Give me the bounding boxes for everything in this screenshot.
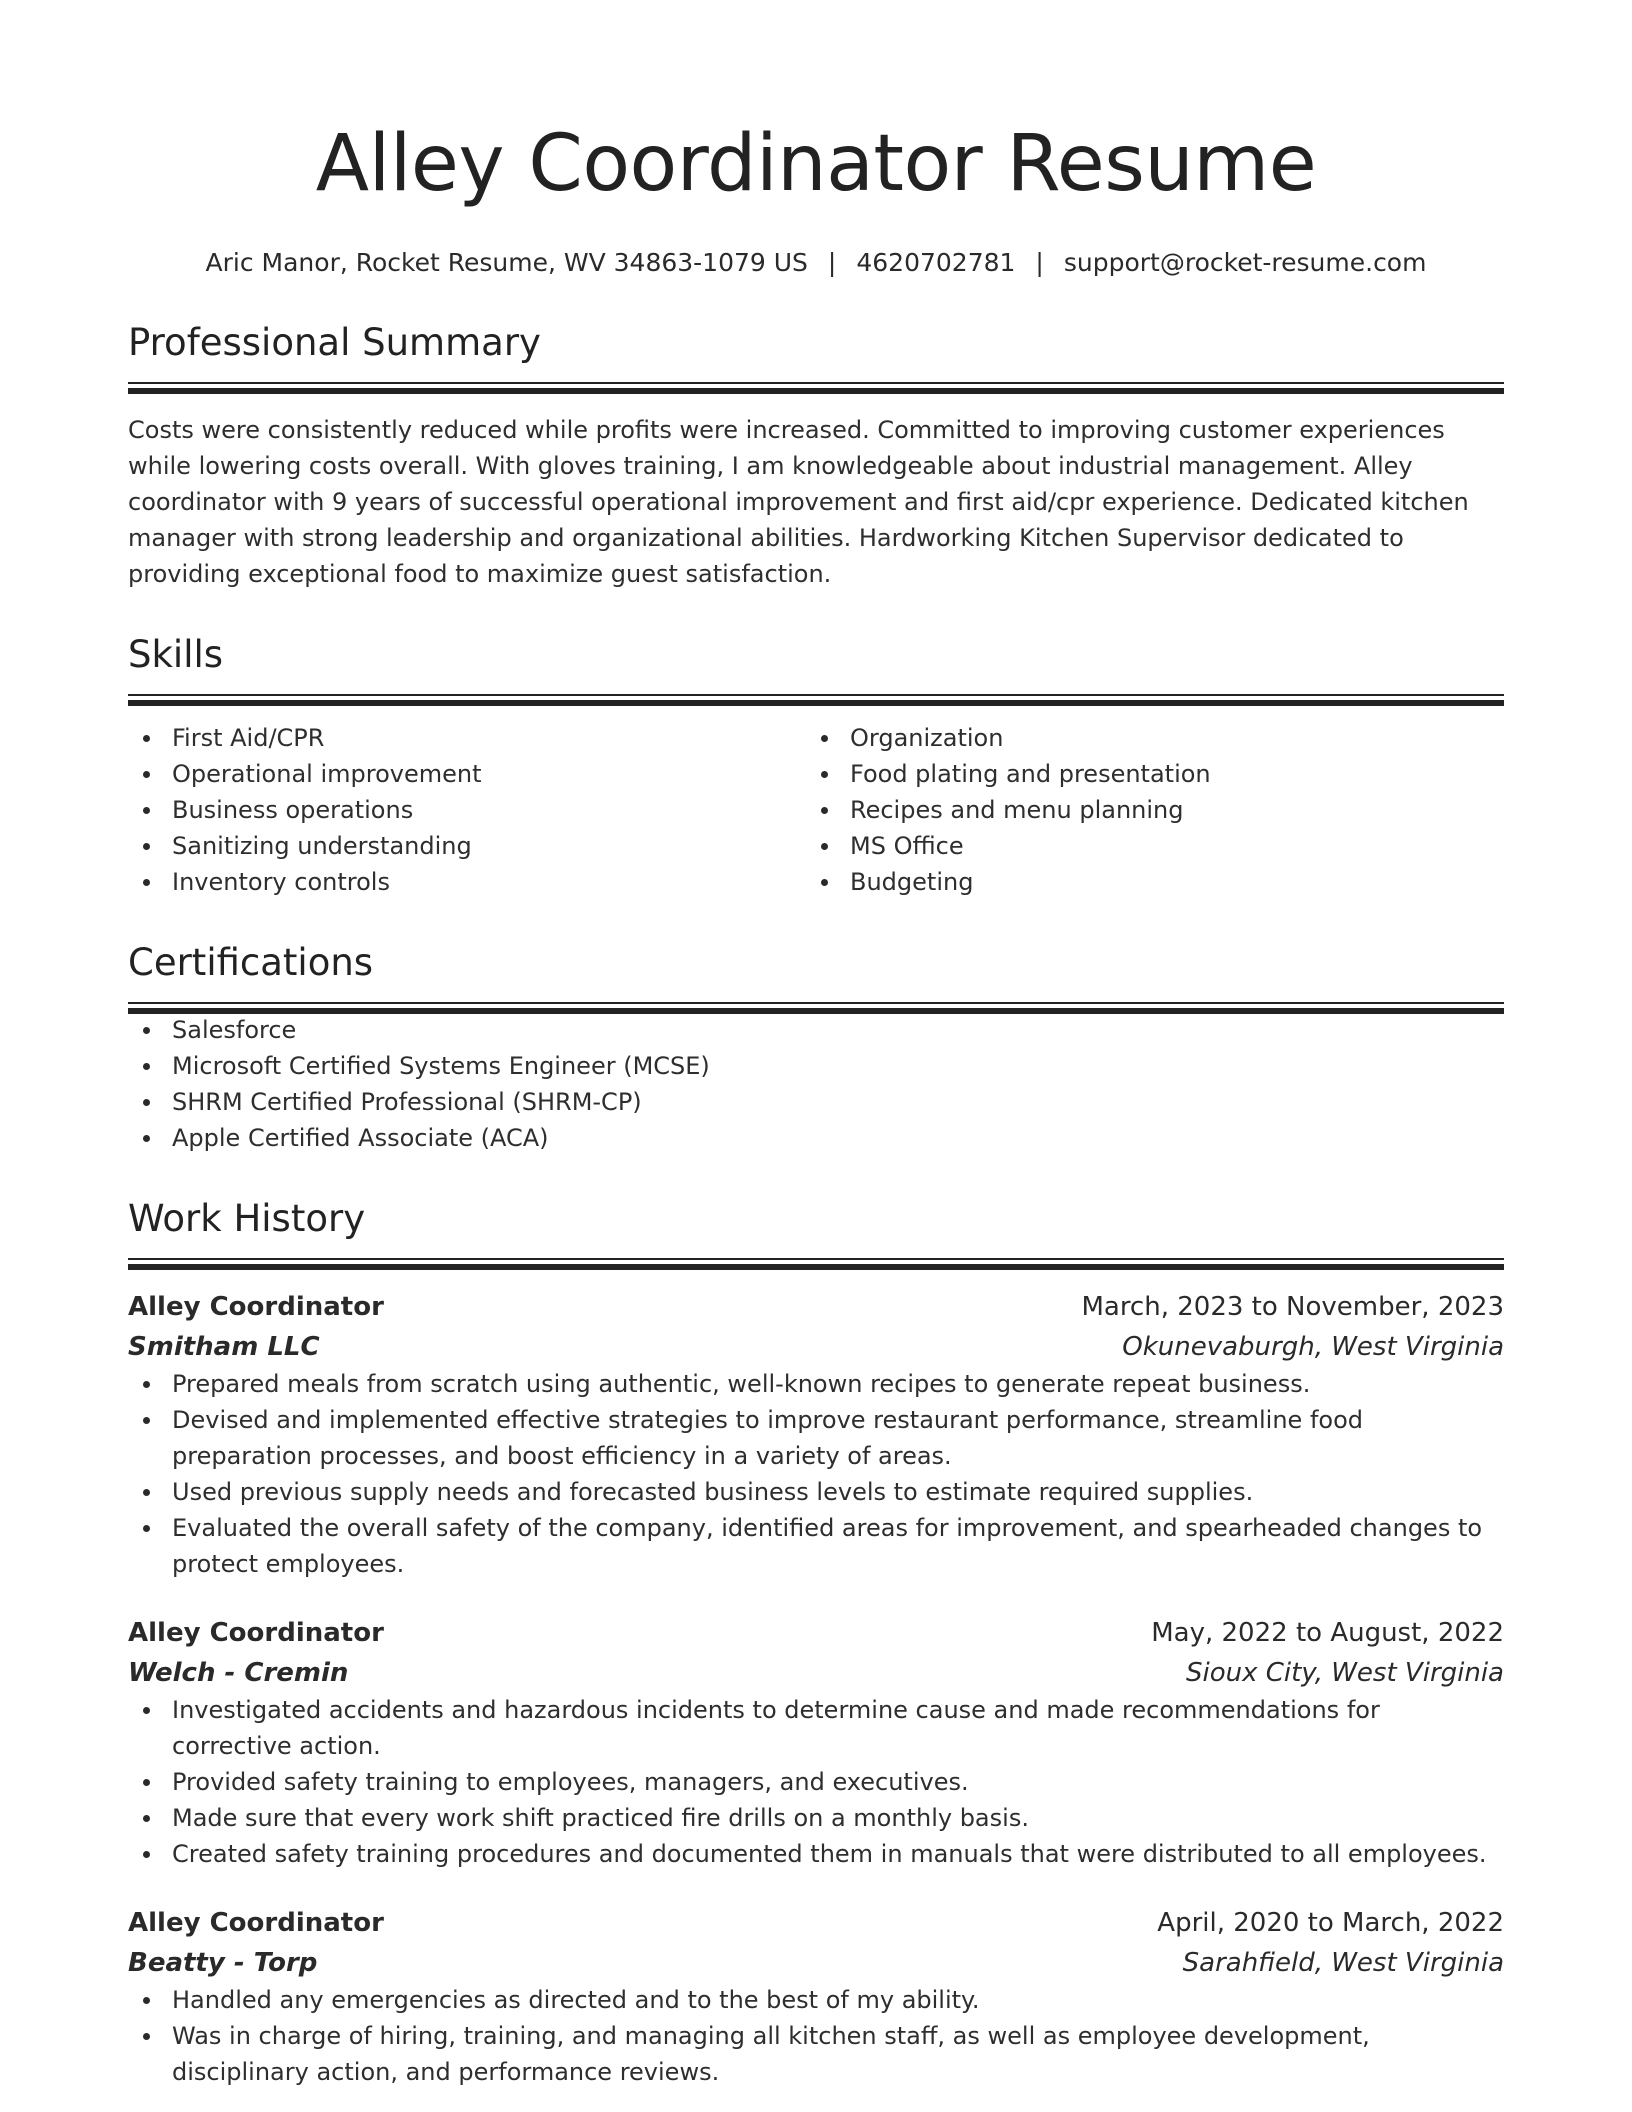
contact-line [128,246,1504,280]
certifications-section [128,940,1504,1156]
certification-item: Microsoft Certified Systems Engineer (MCSE) [128,1048,1504,1084]
job-location: Sarahfield, West Virginia [1182,1948,1504,1978]
job-bullet: Used previous supply needs and forecasted business levels to estimate required supplies. [128,1474,1504,1510]
skills-grid [128,720,1504,900]
work-history-section [128,1196,1504,2090]
skill-item: Operational improvement [128,756,806,792]
job-bullet: Prepared meals from scratch using authentic, well-known recipes to generate repeat business. [128,1366,1504,1402]
section-heading-summary: Professional Summary [128,321,541,364]
job-bullet: Evaluated the overall safety of the company, identified areas for improvement, and spearheaded changes to protect employees. [128,1510,1504,1582]
certification-item: SHRM Certified Professional (SHRM-CP) [128,1084,1504,1120]
skill-item: Recipes and menu planning [806,792,1484,828]
contact-phone: 4620702781 [856,248,1016,277]
summary-section [128,320,1504,592]
contact-email[interactable]: support@rocket-resume.com [1063,248,1427,277]
job-bullet: Made sure that every work shift practiced fire drills on a monthly basis. [128,1800,1504,1836]
section-divider [128,1258,1504,1268]
job-entry [128,1904,1504,2090]
job-bullets [128,1982,1504,2090]
skill-item: Budgeting [806,864,1484,900]
summary-text: Costs were consistently reduced while profits were increased. Committed to improving customer experiences while lowering costs overall. With gloves training, I am knowledgeable about industrial management. Alley coordinator with 9 years of successful operational improvement and first aid/cpr experience. Dedicated kitchen manager with strong leadership and organizational abilities. Hardworking Kitchen Supervisor dedicated to providing exceptional food to maximize guest satisfaction. [128,416,1469,588]
job-bullets [128,1366,1504,1582]
job-company: Beatty - Torp [128,1948,318,1978]
job-title: Alley Coordinator [128,1618,384,1648]
skills-left-column [128,720,806,900]
section-heading-certifications: Certifications [128,941,374,984]
skill-item: Organization [806,720,1484,756]
job-bullet: Handled any emergencies as directed and to the best of my ability. [128,1982,1504,2018]
resume-title: Alley Coordinator Resume [315,119,1317,209]
job-header [128,1614,1504,1652]
job-header [128,1288,1504,1326]
job-title: Alley Coordinator [128,1908,384,1938]
skill-item: MS Office [806,828,1484,864]
job-bullet: Created safety training procedures and documented them in manuals that were distributed to all employees. [128,1836,1504,1872]
job-company: Welch - Cremin [128,1658,349,1688]
skill-item: Inventory controls [128,864,806,900]
skill-item: Business operations [128,792,806,828]
contact-separator: | [1035,248,1044,277]
job-subheader [128,1328,1504,1366]
job-location: Sioux City, West Virginia [1185,1658,1504,1688]
section-divider [128,1002,1504,1012]
skill-item: Food plating and presentation [806,756,1484,792]
section-heading-work-history: Work History [128,1197,366,1240]
job-dates: May, 2022 to August, 2022 [1151,1618,1504,1648]
job-header [128,1904,1504,1942]
contact-address: Aric Manor, Rocket Resume, WV 34863-1079 US [205,248,808,277]
skill-item: Sanitizing understanding [128,828,806,864]
job-dates: April, 2020 to March, 2022 [1157,1908,1504,1938]
certification-item: Salesforce [128,1012,1504,1048]
certification-item: Apple Certified Associate (ACA) [128,1120,1504,1156]
contact-separator: | [827,248,837,277]
job-subheader [128,1944,1504,1982]
job-entry [128,1614,1504,1872]
job-bullets [128,1692,1504,1872]
skill-item: First Aid/CPR [128,720,806,756]
job-dates: March, 2023 to November, 2023 [1081,1292,1504,1322]
job-location: Okunevaburgh, West Virginia [1122,1332,1504,1362]
certifications-list [128,1012,1504,1156]
job-bullet: Investigated accidents and hazardous incidents to determine cause and made recommendations for corrective action. [128,1692,1504,1764]
job-entry [128,1288,1504,1582]
job-company: Smitham LLC [128,1332,320,1362]
job-bullet: Provided safety training to employees, managers, and executives. [128,1764,1504,1800]
job-bullet: Was in charge of hiring, training, and managing all kitchen staff, as well as employee development, disciplinary action, and performance reviews. [128,2018,1504,2090]
job-bullet: Devised and implemented effective strategies to improve restaurant performance, streamline food preparation processes, and boost efficiency in a variety of areas. [128,1402,1504,1474]
section-divider [128,382,1504,392]
section-divider [128,694,1504,704]
section-heading-skills: Skills [128,633,224,676]
skills-section [128,632,1504,900]
job-title: Alley Coordinator [128,1292,384,1322]
skills-right-column [806,720,1484,900]
job-subheader [128,1654,1504,1692]
